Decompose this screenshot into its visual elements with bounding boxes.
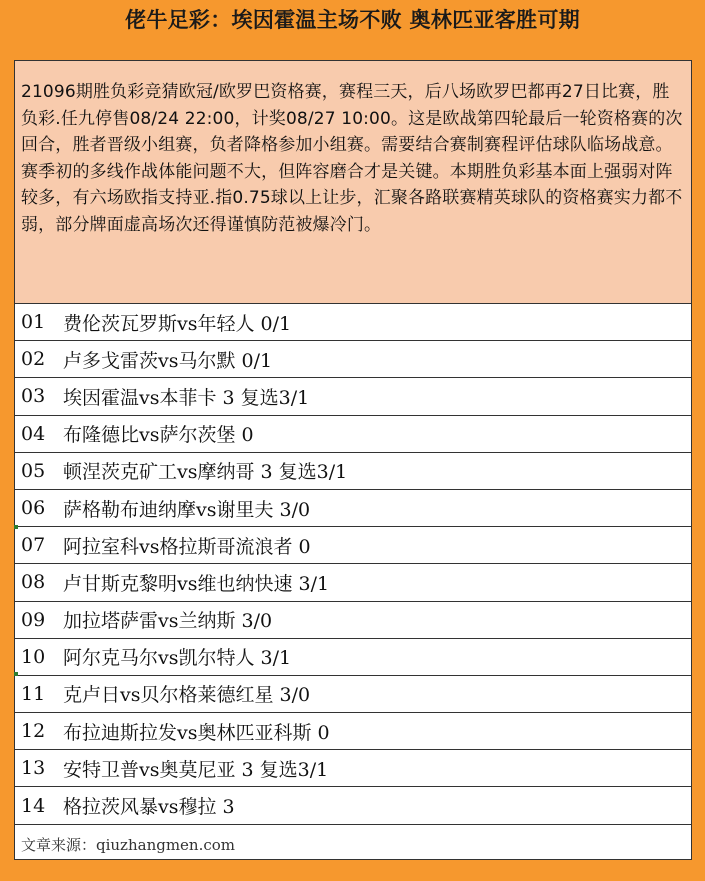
match-text: 克卢日vs贝尔格莱德红星 3/0 (63, 684, 311, 707)
match-number: 04 (21, 422, 46, 445)
match-row (15, 304, 691, 341)
match-row (15, 713, 691, 750)
match-row (15, 341, 691, 378)
match-text: 卢甘斯克黎明vs维也纳快速 3/1 (63, 572, 330, 595)
match-number: 09 (21, 608, 46, 631)
match-number: 08 (21, 571, 46, 594)
match-row (15, 676, 691, 713)
page-title: 佬牛足彩：埃因霍温主场不败 奥林匹亚客胜可期 (125, 8, 580, 32)
match-text: 布隆德比vs萨尔茨堡 0 (63, 424, 254, 447)
match-list (15, 304, 691, 825)
match-row (15, 564, 691, 601)
corner-mark (14, 525, 18, 529)
corner-mark (14, 672, 18, 676)
match-row (15, 416, 691, 453)
match-text: 阿拉室科vs格拉斯哥流浪者 0 (63, 535, 311, 558)
match-row (15, 639, 691, 676)
match-text: 布拉迪斯拉发vs奥林匹亚科斯 0 (63, 721, 330, 744)
match-row (15, 453, 691, 490)
match-number: 01 (21, 311, 46, 334)
match-number: 03 (21, 385, 46, 408)
match-number: 13 (21, 757, 46, 780)
match-number: 14 (21, 794, 46, 817)
match-text: 卢多戈雷茨vs马尔默 0/1 (63, 349, 273, 372)
match-number: 12 (21, 720, 46, 743)
match-text: 萨格勒布迪纳摩vs谢里夫 3/0 (63, 498, 311, 521)
match-row (15, 527, 691, 564)
match-row (15, 602, 691, 639)
match-row (15, 490, 691, 527)
match-text: 格拉茨风暴vs穆拉 3 (63, 796, 235, 819)
match-row (15, 378, 691, 415)
match-text: 加拉塔萨雷vs兰纳斯 3/0 (63, 610, 273, 633)
match-text: 费伦茨瓦罗斯vs年轻人 0/1 (63, 312, 292, 335)
match-text: 安特卫普vs奥莫尼亚 3 复选3/1 (63, 758, 329, 781)
content-panel (14, 60, 692, 860)
match-number: 05 (21, 459, 46, 482)
intro-paragraph: 21096期胜负彩竞猜欧冠/欧罗巴资格赛，赛程三天，后八场欧罗巴都再27日比赛，胜负彩.任九停售08/24 22:00，计奖08/27 10:00。这是欧战第四轮最后一轮资格赛的次回合，胜者晋级小组赛，负者降格参加小组赛。需要结合赛制赛程评估球队临场战意。赛季初的多线作战体能问题不大，但阵容磨合才是关键。本期胜负彩基本面上强弱对阵较多，有六场欧指支持亚.指0.75球以上让步，汇聚各路联赛精英球队的资格赛实力都不弱，部分牌面虚高场次还得谨慎防范被爆冷门。 (15, 61, 691, 304)
match-number: 06 (21, 497, 46, 520)
match-number: 07 (21, 534, 46, 557)
match-row (15, 750, 691, 787)
match-text: 顿涅茨克矿工vs摩纳哥 3 复选3/1 (63, 461, 348, 484)
match-number: 10 (21, 645, 46, 668)
match-number: 11 (21, 682, 46, 705)
match-text: 埃因霍温vs本菲卡 3 复选3/1 (63, 386, 310, 409)
match-row (15, 787, 691, 824)
match-text: 阿尔克马尔vs凯尔特人 3/1 (63, 647, 292, 670)
source-footer: 文章来源：qiuzhangmen.com (21, 836, 236, 855)
match-number: 02 (21, 348, 46, 371)
